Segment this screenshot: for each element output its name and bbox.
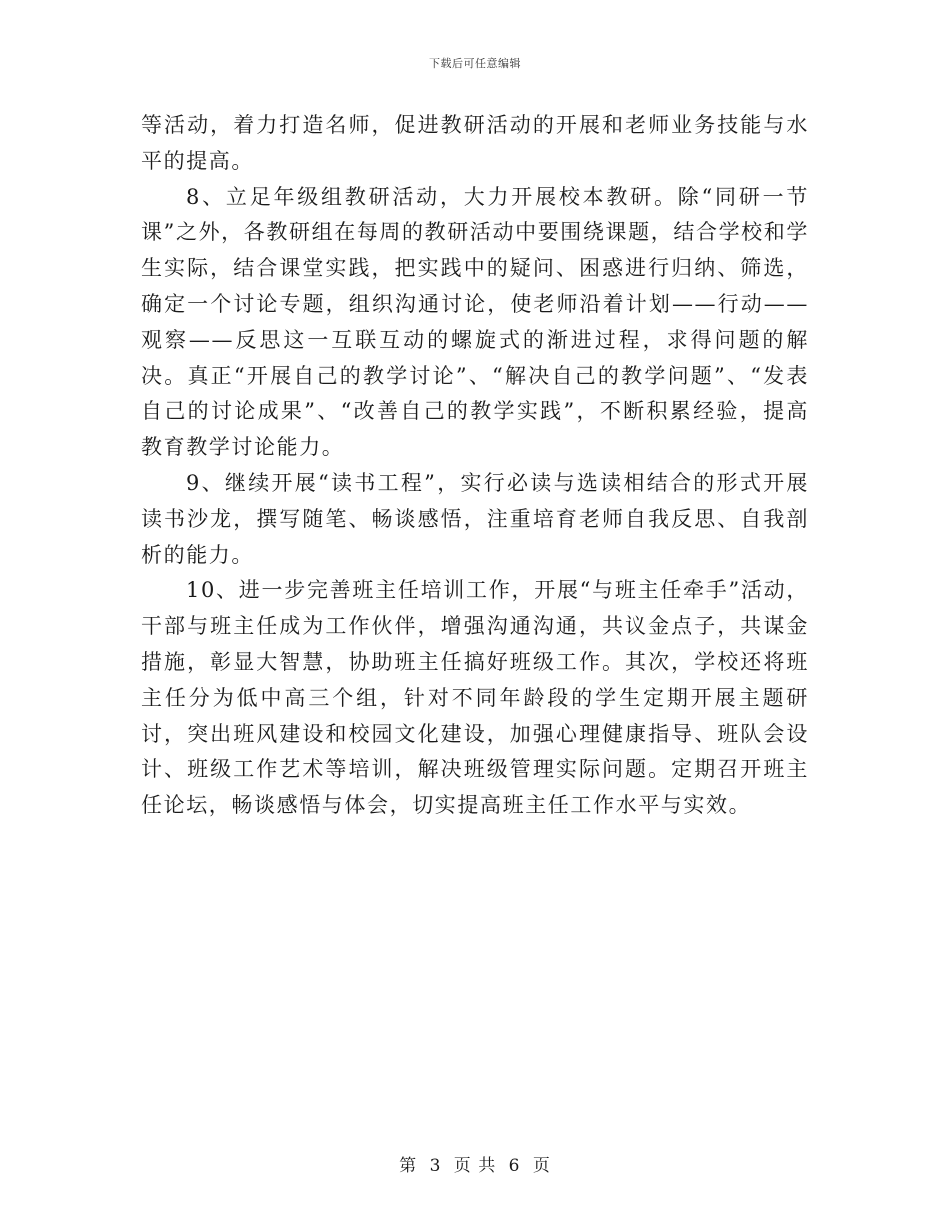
current-page-number: 3 [429,1156,442,1176]
footer-middle: 页 共 [453,1156,497,1176]
page-header: 下载后可任意编辑 [429,57,521,70]
total-page-number: 6 [508,1156,521,1176]
document-body [141,108,809,824]
paragraph-continuation: 等活动，着力打造名师，促进教研活动的开展和老师业务技能与水平的提高。 [141,113,809,173]
paragraph-item-9: 9、继续开展“读书工程”，实行必读与选读相结合的形式开展读书沙龙，撰写随笔、畅谈感悟，注重培育老师自我反思、自我剖析的能力。 [141,470,809,567]
page-footer [0,1151,950,1176]
footer-prefix: 第 [399,1156,418,1176]
paragraph-item-8: 8、立足年级组教研活动，大力开展校本教研。除“同研一节课”之外，各教研组在每周的教研活动中要围绕课题，结合学校和学生实际，结合课堂实践，把实践中的疑问、困惑进行归纳、筛选，确定一个讨论专题，组织沟通讨论，使老师沿着计划——行动——观察——反思这一互联互动的螺旋式的渐进过程，求得问题的解决。真正“开展自己的教学讨论”、“解决自己的教学问题”、“发表自己的讨论成果”、“改善自己的教学实践”，不断积累经验，提高教育教学讨论能力。 [141,184,809,460]
footer-suffix: 页 [532,1156,551,1176]
paragraph-item-10: 10、进一步完善班主任培训工作，开展“与班主任牵手”活动，干部与班主任成为工作伙伴，增强沟通沟通，共议金点子，共谋金措施，彰显大智慧，协助班主任搞好班级工作。其次，学校还将班主任分为低中高三个组，针对不同年龄段的学生定期开展主题研讨，突出班风建设和校园文化建设，加强心理健康指导、班队会设计、班级工作艺术等培训，解决班级管理实际问题。定期召开班主任论坛，畅谈感悟与体会，切实提高班主任工作水平与实效。 [141,578,809,818]
